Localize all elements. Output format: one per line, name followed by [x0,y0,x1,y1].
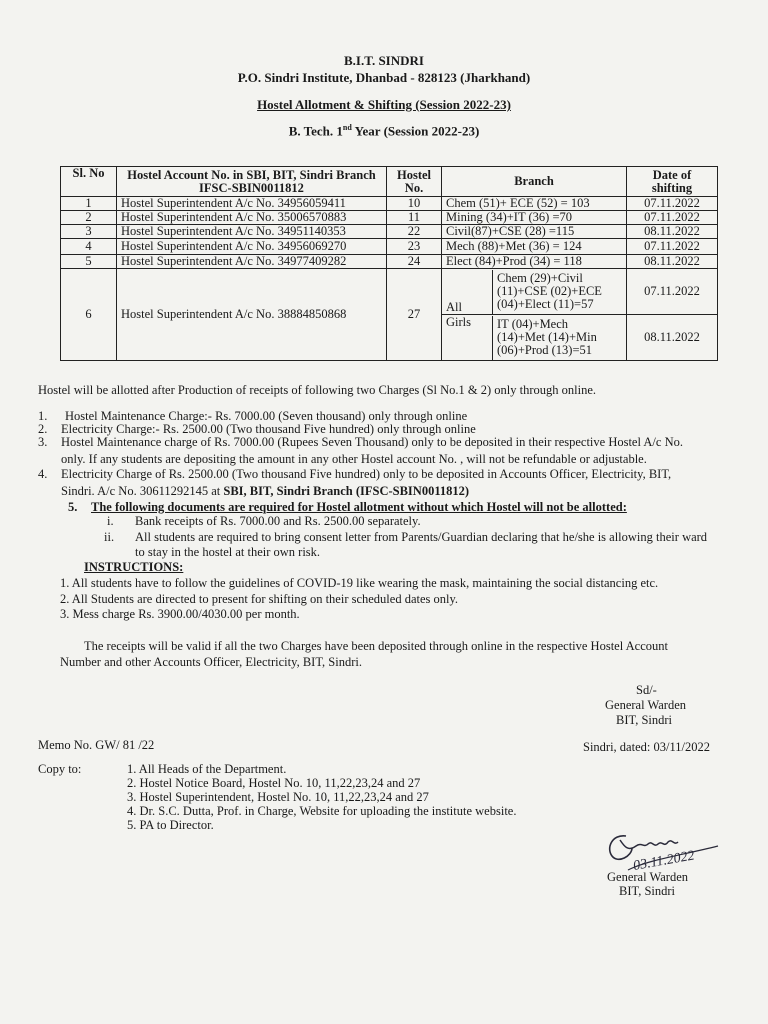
instruction-item: 1. All students have to follow the guidelines of COVID-19 like wearing the mask, maintaining the social distancing etc. [60,576,659,590]
header-branch: Branch [442,167,627,197]
point-5: The following documents are required for Hostel allotment without which Hostel will not be allotted: [91,500,627,514]
header-sl: Sl. No [61,167,117,197]
signature-date: 03.11.2022 [632,848,696,874]
girls-label: All [446,299,462,314]
table-row: 2 Hostel Superintendent A/c No. 35006570883 11 Mining (34)+IT (36) =70 07.11.2022 [61,211,718,225]
copy-to-item: 4. Dr. S.C. Dutta, Prof. in Charge, Website for uploading the institute website. [127,804,517,818]
table-row: 3 Hostel Superintendent A/c No. 34951140353 22 Civil(87)+CSE (28) =115 08.11.2022 [61,225,718,239]
point-1: Hostel Maintenance Charge:- Rs. 7000.00 (Seven thousand) only through online [65,409,468,423]
closing-line-1: The receipts will be valid if all the two Charges have been deposited through online in the respective Hostel Account [84,639,668,653]
notice-title: Hostel Allotment & Shifting (Session 2022-23) [257,97,511,112]
header-date: Date of shifting [627,167,718,197]
signatory-org: BIT, Sindri [616,713,673,727]
table-row: 4 Hostel Superintendent A/c No. 34956069270 23 Mech (88)+Met (36) = 124 07.11.2022 [61,239,718,255]
branch-girls-b: Girls IT (04)+Mech (14)+Met (14)+Min (06)+Prod (13)=51 [442,315,627,361]
signatory2-title: General Warden [607,870,689,884]
notice-subtitle: B. Tech. 1nd Year (Session 2022-23) [288,123,480,139]
hostel-table [60,166,718,361]
copy-to-item: 5. PA to Director. [127,818,214,832]
point-2: Electricity Charge:- Rs. 2500.00 (Two thousand Five hundred) only through online [61,422,476,436]
point-5-ii: All students are required to bring consent letter from Parents/Guardian declaring that he/she is allowing their ward [135,530,708,544]
header-account: Hostel Account No. in SBI, BIT, Sindri Branch IFSC-SBIN0011812 [117,167,387,197]
memo-date: Sindri, dated: 03/11/2022 [583,740,710,754]
institute-address: P.O. Sindri Institute, Dhanbad - 828123 (Jharkhand) [237,70,531,85]
institute-name: B.I.T. SINDRI [344,53,424,68]
table-row: 1 Hostel Superintendent A/c No. 34956059411 10 Chem (51)+ ECE (52) = 103 07.11.2022 [61,197,718,211]
copy-to-item: 1. All Heads of the Department. [127,762,287,776]
intro-line: Hostel will be allotted after Production of receipts of following two Charges (Sl No.1 & 2) only through online. [38,383,597,397]
signatory2-org: BIT, Sindri [619,884,676,898]
table-header-row [61,167,718,197]
memo-number: Memo No. GW/ 81 /22 [38,738,155,752]
table-row: Girls IT (04)+Mech (14)+Met (14)+Min (06)+Prod (13)=51 08.11.2022 [61,315,718,361]
document-page: B.I.T. SINDRI P.O. Sindri Institute, Dhanbad - 828123 (Jharkhand) Hostel Allotment & Shifting (Session 2022-23) B. Tech. 1nd Year (Session 2022-23) Sl. No Hostel Account No. in SBI, BIT, Sindri Branch IFSC-SBIN0011812 Hostel No. Branch Date of shifting 1 Hostel Superintendent A/c No. 34956059411 10 Chem (51)+ ECE (52) = 103 07.11.2022 2 Hostel Superintendent A/c No. 35006570883 11 Mining (34)+IT (36) =70 07.11.2022 3 Hostel Superintendent A/c No. 34951140353 22 Civil(87)+CSE (28) =115 08.11.2022 4 Hostel Superintendent A/c No. 34956069270 23 Mech (88)+Met (36) = 124 07.11.2022 5 Hostel Superintendent A/c No. 34977409282 24 Elect (84)+Prod (34) = 118 08.11.2022 6 Hostel Superintendent A/c No. 38884850868 27 All Chem (29)+Civil (11)+CSE (02)+ECE (04)+Elect (11)=57 07.11.2022 Girls IT (04)+Mech (14)+Met (14)+Min (06)+Prod (13)=51 08.11.2022 Hostel will be allotted after Production of receipts of following two Charges (Sl No.1 & 2) only through online. 1. Hostel Maintenance Charge:- Rs. 7000.00 (Seven thousand) only through online 2. Electricity Charge:- Rs. 2500.00 (Two thousand Five hundred) only through online 3. Hostel Maintenance charge of Rs. 7000.00 (Rupees Seven Thousand) only to be deposited in their respective Hostel A/c No. only. If any students are depositing the amount in any other Hostel account No. , will not be refundable or adjustable. 4. Electricity Charge of Rs. 2500.00 (Two thousand Five hundred) only to be deposited in Accounts Officer, Electricity, BIT, Sindri. A/c No. 30611292145 at SBI, BIT, Sindri Branch (IFSC-SBIN0011812) 5. The following documents are required for Hostel allotment without which Hostel will not be allotted: i. Bank receipts of Rs. 7000.00 and Rs. 2500.00 separately. ii. All students are required to bring consent letter from Parents/Guardian declaring that he/she is allowing their ward to stay in the hostel at their own risk. INSTRUCTIONS: 1. All students have to follow the guidelines of COVID-19 like wearing the mask, maintaining the social distancing etc. 2. All Students are directed to present for shifting on their scheduled dates only. 3. Mess charge Rs. 3900.00/4030.00 per month. The receipts will be valid if all the two Charges have been deposited through online in the respective Hostel Account Number and other Accounts Officer, Electricity, BIT, Sindri. Sd/- General Warden BIT, Sindri Memo No. GW/ 81 /22 Sindri, dated: 03/11/2022 Copy to: 1. All Heads of the Department. 2. Hostel Notice Board, Hostel No. 10, 11,22,23,24 and 27 3. Hostel Superintendent, Hostel No. 10, 11,22,23,24 and 27 4. Dr. S.C. Dutta, Prof. in Charge, Website for uploading the institute website. 5. PA to Director. General Warden BIT, Sindri 03.11.2022 [0,0,768,1024]
copy-to-label: Copy to: [38,762,82,776]
point-4: Electricity Charge of Rs. 2500.00 (Two thousand Five hundred) only to be deposited in Accounts Officer, Electricity, BIT, [61,467,672,481]
instruction-item: 2. All Students are directed to present for shifting on their scheduled dates only. [60,592,459,606]
signatory-title: General Warden [605,698,687,712]
copy-to-item: 2. Hostel Notice Board, Hostel No. 10, 11,22,23,24 and 27 [127,776,421,790]
table-row: 5 Hostel Superintendent A/c No. 34977409282 24 Elect (84)+Prod (34) = 118 08.11.2022 [61,255,718,269]
instructions-heading: INSTRUCTIONS: [84,560,184,574]
header-hostel: Hostel No. [387,167,442,197]
branch-girls-a: All Chem (29)+Civil (11)+CSE (02)+ECE (04)+Elect (11)=57 [442,269,627,315]
point-5-i: Bank receipts of Rs. 7000.00 and Rs. 2500.00 separately. [135,514,421,528]
handwritten-signature [598,826,728,878]
sd-mark: Sd/- [636,683,657,697]
point-3: Hostel Maintenance charge of Rs. 7000.00 (Rupees Seven Thousand) only to be deposited in their respective Hostel A/c No. [61,435,683,449]
copy-to-item: 3. Hostel Superintendent, Hostel No. 10, 11,22,23,24 and 27 [127,790,429,804]
table-row: 6 Hostel Superintendent A/c No. 38884850868 27 All Chem (29)+Civil (11)+CSE (02)+ECE (04)+Elect (11)=57 07.11.2022 [61,269,718,315]
closing-line-2: Number and other Accounts Officer, Electricity, BIT, Sindri. [60,655,362,669]
instruction-item: 3. Mess charge Rs. 3900.00/4030.00 per month. [60,607,300,621]
